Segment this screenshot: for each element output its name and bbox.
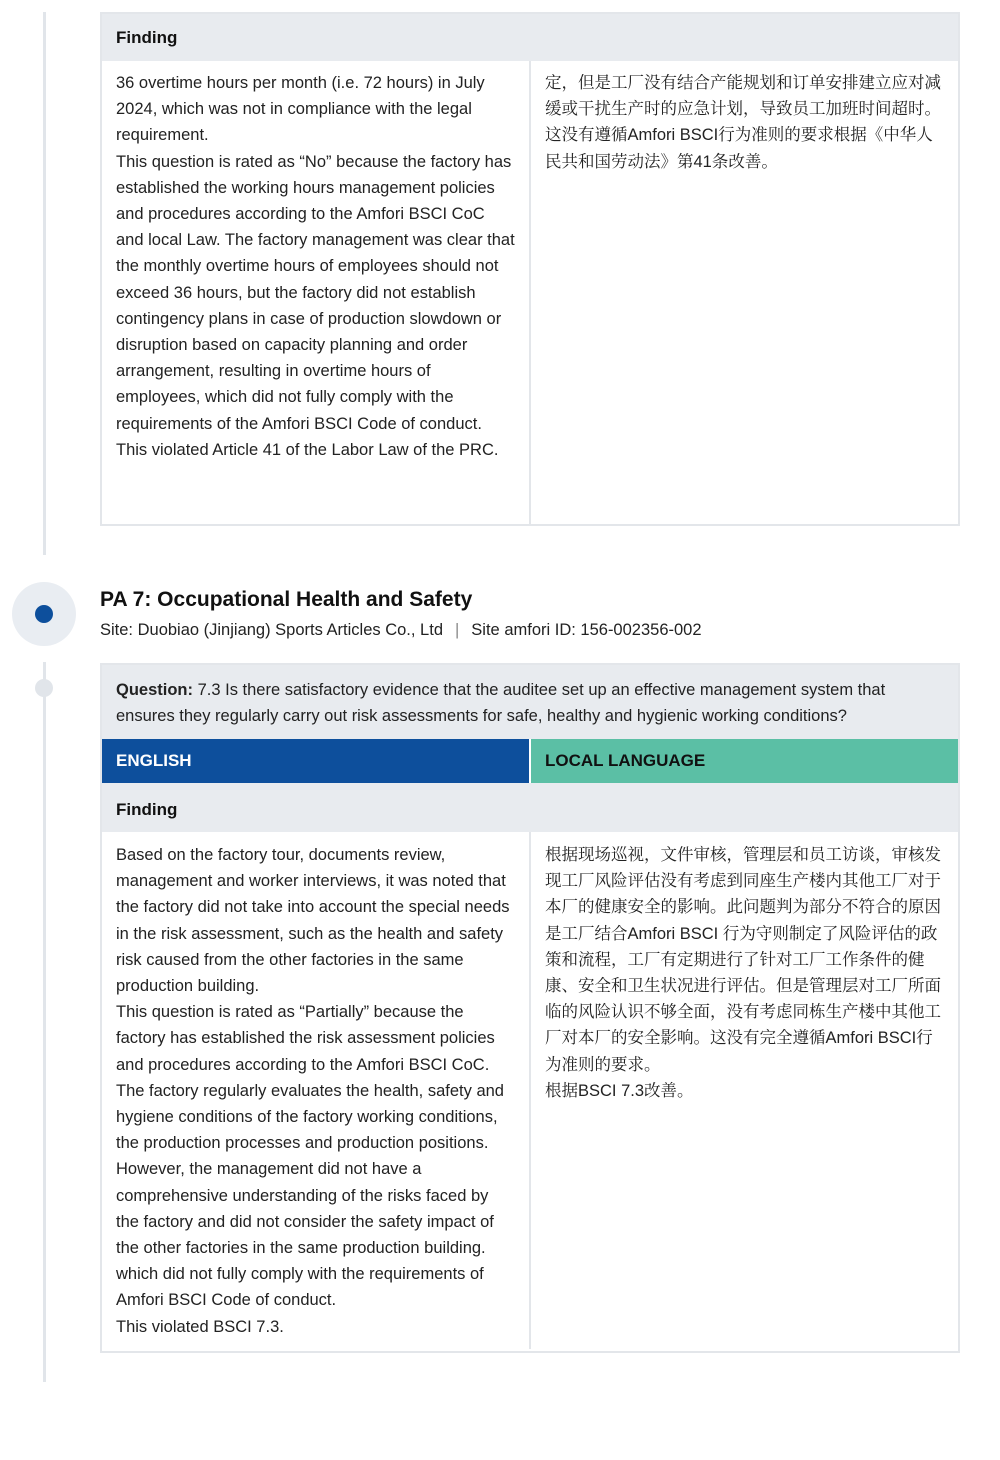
timeline-small-dot-icon xyxy=(35,679,53,697)
finding-english-text: Based on the factory tour, documents review, management and worker interviews, it was noted that the factory did not take into account the special needs in the risk assessment, such as the health and safety risk caused from the other factories in the same production building. This question is rated as “Partially” because the factory has established the risk assessment policies and procedures according to the Amfori BSCI CoC. The factory regularly evaluates the health, safety and hygiene conditions of the factory working conditions, the production processes and production positions. However, the management did not have a comprehensive understanding of the risks faced by the factory and did not consider the safety impact of the other factories in the same production building. which did not fully comply with the requirements of Amfori BSCI Code of conduct. This violated BSCI 7.3. xyxy=(102,832,531,1349)
question-table xyxy=(100,663,960,1353)
language-header-row xyxy=(102,739,958,783)
timeline-line-top xyxy=(43,12,46,555)
timeline-dot-icon xyxy=(35,605,53,623)
timeline-line-bottom xyxy=(43,662,46,1382)
finding-local-text: 根据现场巡视，文件审核，管理层和员工访谈，审核发现工厂风险评估没有考虑到同座生产楼内其他工厂对于本厂的健康安全的影响。此问题判为部分不符合的原因是工厂结合Amfori BSCI 行为守则制定了风险评估的政策和流程，工厂有定期进行了针对工厂工作条件的健康、安全和卫生状况进行评估。但是管理层对工厂所面临的风险认识不够全面，没有考虑同栋生产楼中其他工厂对本厂的安全影响。这没有完全遵循Amfori BSCI行为准则的要求。 根据BSCI 7.3改善。 xyxy=(545,846,941,1100)
timeline-section-marker xyxy=(12,582,76,646)
local-language-column-header: LOCAL LANGUAGE xyxy=(531,739,958,783)
finding-header: Finding xyxy=(102,14,958,61)
section-title: PA 7: Occupational Health and Safety xyxy=(100,588,473,611)
finding-english-text: 36 overtime hours per month (i.e. 72 hours) in July 2024, which was not in compliance with the legal requirement. This question is rated as “No” because the factory has established the working hours management policies and procedures according to the Amfori BSCI CoC and local Law. The factory management was clear that the monthly overtime hours of employees should not exceed 36 hours, but the factory did not establish contingency plans in case of production slowdown or disruption based on capacity planning and order arrangement, resulting in overtime hours of employees, which did not fully comply with the requirements of the Amfori BSCI Code of conduct. This violated Article 41 of the Labor Law of the PRC. xyxy=(102,61,531,524)
finding-table-continued xyxy=(100,12,960,526)
english-column-header: ENGLISH xyxy=(102,739,531,783)
finding-header: Finding xyxy=(102,783,958,832)
site-separator: | xyxy=(455,621,460,639)
question-box xyxy=(102,665,958,739)
site-name: Site: Duobiao (Jinjiang) Sports Articles Co., Ltd xyxy=(100,621,443,639)
site-info xyxy=(100,621,702,640)
question-text: 7.3 Is there satisfactory evidence that the auditee set up an effective management system that ensures they regularly carry out risk assessments for safe, healthy and hygienic working conditions? xyxy=(116,681,886,725)
question-label: Question: xyxy=(116,681,193,699)
finding-local-text: 定，但是工厂没有结合产能规划和订单安排建立应对减缓或干扰生产时的应急计划，导致员工加班时间超时。这没有遵循Amfori BSCI行为准则的要求根据《中华人民共和国劳动法》第41条改善。 xyxy=(545,74,941,171)
site-amfori-id: Site amfori ID: 156-002356-002 xyxy=(471,621,702,639)
